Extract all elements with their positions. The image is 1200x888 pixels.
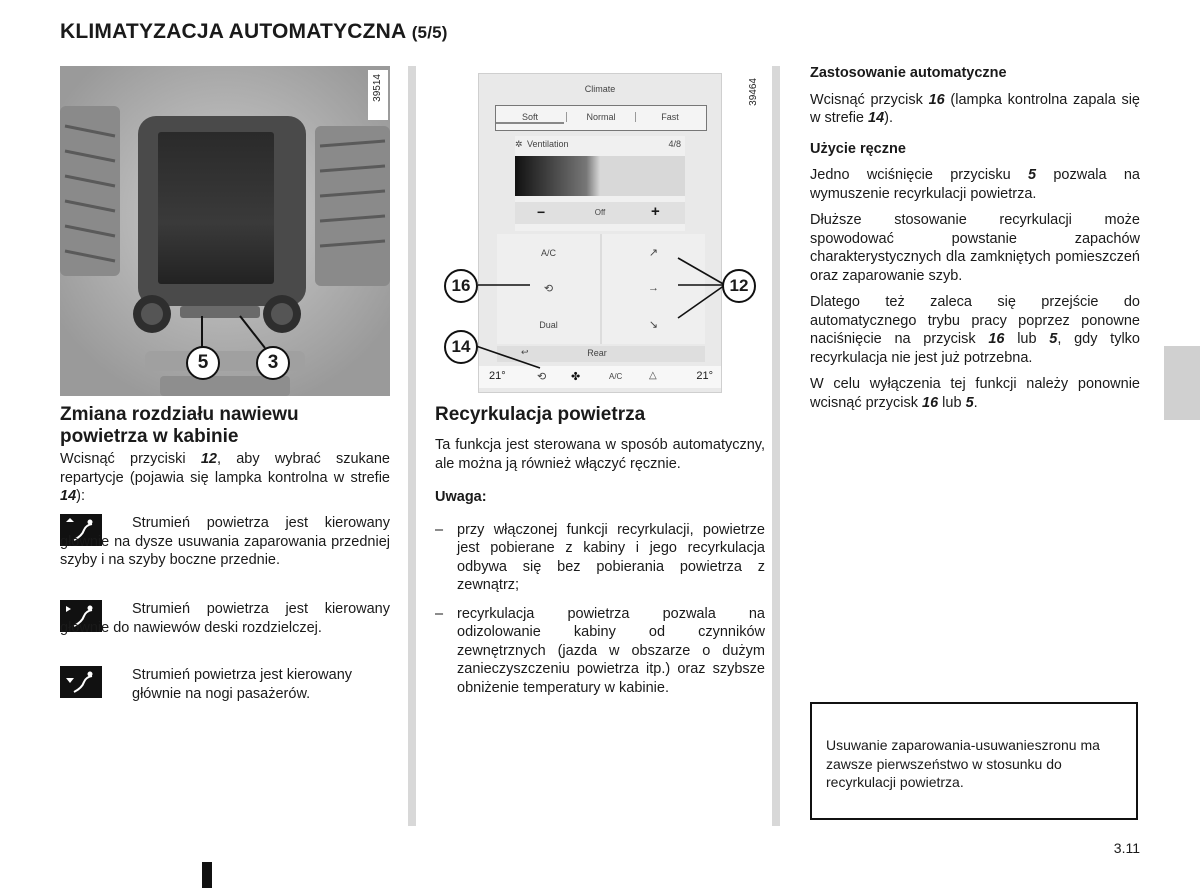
page-number: 3.11 — [1113, 840, 1140, 856]
ventilation-bar[interactable] — [515, 156, 685, 196]
auto-a: Wcisnąć przycisk — [810, 91, 929, 108]
fan-icon: ✲ — [515, 139, 523, 149]
center-column — [435, 404, 765, 697]
mode-normal[interactable]: Normal — [566, 112, 636, 122]
item-windscreen — [60, 514, 390, 570]
auto-heading: Zastosowanie automatyczne — [810, 65, 1007, 81]
recirculation-icon[interactable]: ⟲ — [543, 283, 554, 295]
mode-soft[interactable]: Soft — [496, 112, 564, 124]
airflow-feet-icon[interactable]: ↘ — [648, 319, 659, 331]
title-suffix: (5/5) — [411, 23, 448, 42]
callout-16: 16 — [444, 269, 478, 303]
priority-note-text: Usuwanie zaparowania-usuwanieszronu ma zawsze pierwszeństwo w stosunku do recyrkulacji powietrza. — [826, 737, 1100, 790]
manual-ref-5: 5 — [1027, 167, 1037, 183]
bullet-2-text: recyrkulacja powietrza pozwala na odizolowanie kabiny od czynników zewnętrznych (jazda w obszarze o dużym zanieczyszczeniu powietrza itp.) oraz szybsze obniżenie temperatury w kabinie. — [457, 605, 765, 696]
long-use-text: Dłuższe stosowanie recyrkulacji może spowodować powstanie zapachów charakterystycznych dla zamkniętych pomieszczeń oraz zaparowanie szyb. — [810, 212, 1140, 284]
column-divider-right — [772, 66, 780, 826]
off-button[interactable]: Off — [594, 208, 606, 217]
callout-3: 3 — [256, 346, 290, 380]
manual-c: pozwala na wymuszenie recyrkulacji powietrza. — [810, 167, 1140, 202]
dashboard-illustration — [60, 66, 390, 396]
off-c: lub — [938, 394, 966, 411]
rec-ref-16: 16 — [988, 331, 1005, 347]
callout-14: 14 — [444, 330, 478, 364]
left-intro-c: , aby wybrać szukane repartycje (pojawia się lampka kontrolna w strefie — [60, 451, 390, 486]
item-feet — [132, 666, 390, 703]
temp-left: 21° — [489, 370, 506, 382]
screen-header: Climate — [584, 84, 616, 94]
ventilation-level: 4/8 — [668, 139, 681, 149]
title-main: KLIMATYZACJA AUTOMATYCZNA — [60, 20, 406, 43]
fan-status-icon: ✤ — [571, 371, 581, 383]
mode-fast[interactable]: Fast — [661, 112, 679, 122]
right-column — [810, 64, 1140, 412]
bullet-2-dash: – — [435, 605, 444, 622]
auto-ref-16: 16 — [928, 91, 945, 108]
item-dashboard — [60, 600, 390, 637]
dashboard-photo — [60, 66, 390, 396]
manual-heading: Użycie ręczne — [810, 140, 906, 157]
mode-tabs — [495, 105, 707, 131]
figure-ref-left-text: 39514 — [372, 74, 383, 102]
plus-button[interactable]: + — [651, 203, 660, 220]
recommend-text — [810, 293, 1140, 367]
left-intro — [60, 450, 390, 506]
manual-a: Jedno wciśnięcie przycisku — [810, 167, 1028, 183]
bottom-marker — [202, 862, 212, 888]
off-text — [810, 375, 1140, 412]
manual-text — [810, 166, 1140, 203]
center-intro: Ta funkcja jest sterowana w sposób automatyczny, ale można ją również włączyć ręcznie. — [435, 437, 765, 472]
item-feet-text: Strumień powietrza jest kierowany głównie na nogi pasażerów. — [132, 667, 353, 702]
note-label: Uwaga: — [435, 488, 487, 505]
airflow-windscreen-icon[interactable]: ↗ — [648, 247, 659, 259]
rec-ref-5: 5 — [1049, 331, 1058, 347]
bullet-1 — [435, 521, 765, 595]
back-icon[interactable]: ↩ — [521, 347, 529, 357]
off-ref-5: 5 — [965, 394, 974, 411]
feet-airflow-glyph — [60, 666, 102, 698]
rec-e: , gdy tylko recyrkulacja nie jest już potrzebna. — [810, 331, 1140, 366]
figure-ref-center-text: 39464 — [748, 78, 759, 106]
defrost-status-icon: △ — [649, 370, 657, 381]
rec-a: Dlatego też zaleca się przejście do automatycznego trybu pracy poprzez ponowne naciśnięcie na przycisk — [810, 294, 1140, 347]
left-intro-ref-14: 14 — [60, 488, 77, 504]
side-tab — [1164, 346, 1200, 420]
item-windscreen-text: Strumień powietrza jest kierowany głównie na dysze usuwania zaparowania przedniej szyby i na szyby boczne przednie. — [60, 515, 390, 568]
ventilation-label: Ventilation — [527, 139, 569, 149]
auto-text — [810, 91, 1140, 128]
auto-c: (lampka kontrolna zapala się w strefie — [810, 91, 1140, 126]
left-heading: Zmiana rozdziału nawiewu powietrza w kabinie — [60, 404, 299, 447]
center-leader-lines — [440, 240, 770, 400]
page-title — [60, 20, 448, 44]
ac-button[interactable]: A/C — [540, 248, 556, 258]
recirculation-status-icon: ⟲ — [537, 371, 547, 383]
auto-e: ). — [884, 110, 894, 126]
minus-button[interactable]: − — [537, 204, 546, 220]
figure-ref-center — [746, 74, 764, 124]
callout-12: 12 — [722, 269, 756, 303]
ventilation-panel — [515, 136, 685, 231]
item-dashboard-text: Strumień powietrza jest kierowany głównie do nawiewów deski rozdzielczej. — [60, 601, 390, 636]
bullet-2 — [435, 605, 765, 698]
off-e: . — [973, 394, 978, 411]
left-intro-e: ): — [76, 488, 85, 504]
priority-note-box — [810, 702, 1138, 820]
off-a: W celu wyłączenia tej funkcji należy ponownie wcisnąć przycisk — [810, 376, 1140, 411]
airflow-dashboard-icon[interactable]: → — [648, 282, 659, 294]
left-column — [60, 404, 390, 506]
bullet-1-text: przy włączonej funkcji recyrkulacji, powietrze jest pobierane z kabiny i jego recyrkulacja odbywa się bez pobierania powietrza z zewnątrz; — [457, 521, 765, 593]
feet-airflow-icon — [60, 666, 102, 698]
bullet-1-dash: – — [435, 521, 444, 538]
left-intro-ref-12: 12 — [200, 451, 217, 467]
ac-status: A/C — [609, 372, 623, 381]
auto-ref-14: 14 — [868, 110, 885, 126]
left-intro-a: Wcisnąć przyciski — [60, 451, 201, 467]
callout-5: 5 — [186, 346, 220, 380]
temp-right: 21° — [696, 370, 713, 382]
off-ref-16: 16 — [922, 394, 939, 411]
rear-button[interactable]: Rear — [587, 348, 607, 358]
center-heading: Recyrkulacja powietrza — [435, 404, 646, 425]
ventilation-controls — [515, 202, 685, 224]
rec-c: lub — [1004, 331, 1050, 347]
dual-button[interactable]: Dual — [539, 320, 558, 330]
figure-ref-left — [368, 70, 388, 120]
column-divider-left — [408, 66, 416, 826]
